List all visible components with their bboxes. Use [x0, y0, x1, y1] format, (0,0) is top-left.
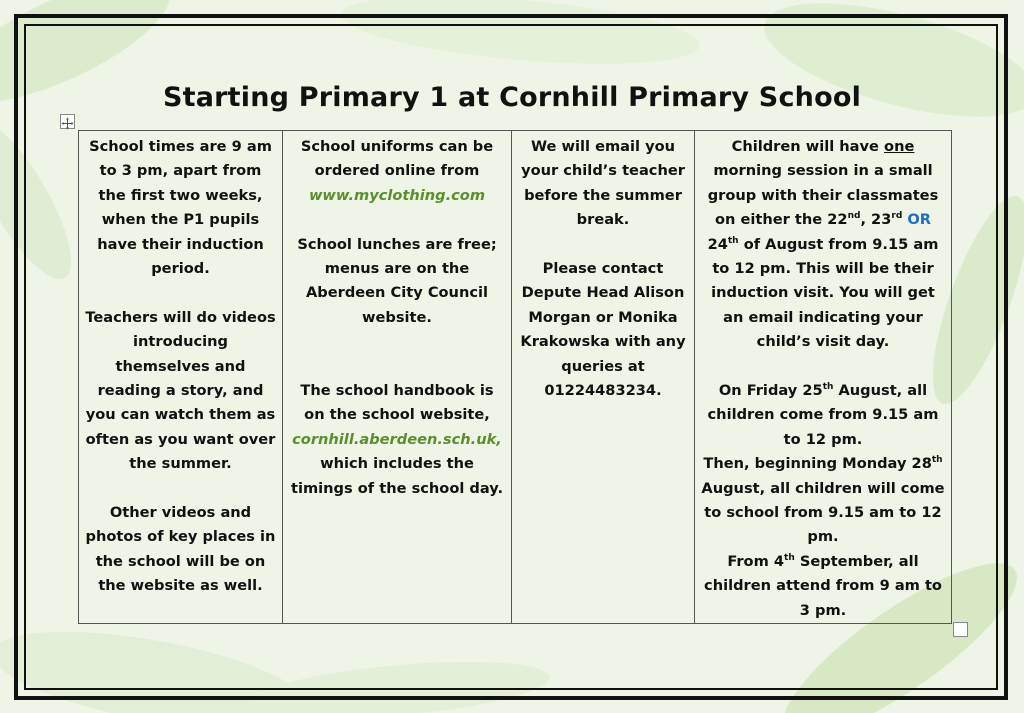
- lunches-text: School lunches are free; menus are on the Aberdeen City Council website.: [297, 235, 497, 326]
- induction-session-text: Children will have one morning session in a small group with their classmates on either the 22nd, 23rd OR 24th of August from 9.15 am to 12 pm. This will be their induction visit. You will get an email indicating your child’s visit day.: [707, 138, 939, 351]
- other-videos-text: Other videos and photos of key places in the school will be on the website as well.: [85, 504, 276, 595]
- september-text: From 4th September, all children attend from 9 am to 3 pm.: [704, 552, 942, 619]
- school-times-cell: [79, 131, 283, 624]
- teacher-videos-text: Teachers will do videos introducing themselves and reading a story, and you can watch them as often as you want over the summer.: [85, 308, 276, 473]
- info-table: [78, 130, 952, 624]
- induction-cell: [695, 131, 952, 624]
- handbook-tail-text: which includes the timings of the school day.: [290, 455, 503, 497]
- contact-cell: [512, 131, 695, 624]
- email-teacher-text: We will email you your child’s teacher before the summer break.: [521, 138, 685, 229]
- monday-text: Then, beginning Monday 28th August, all children will come to school from 9.15 am to 12 pm.: [701, 455, 945, 546]
- contact-text: Please contact Depute Head Alison Morgan or Monika Krakowska with any queries at 01224483234.: [520, 260, 686, 400]
- uniforms-text: School uniforms can be ordered online from: [300, 138, 494, 180]
- page-title: Starting Primary 1 at Cornhill Primary School: [162, 82, 862, 113]
- resize-handle-icon[interactable]: [953, 622, 968, 637]
- uniforms-cell: [283, 131, 512, 624]
- friday-text: On Friday 25th August, all children come from 9.15 am to 12 pm.: [707, 382, 939, 448]
- one-underlined: one: [884, 138, 915, 155]
- school-website-link[interactable]: cornhill.aberdeen.sch.uk,: [292, 430, 502, 448]
- move-arrows-icon[interactable]: [60, 114, 75, 129]
- myclothing-link[interactable]: www.myclothing.com: [308, 186, 486, 204]
- handbook-text: The school handbook is on the school website,: [300, 382, 494, 424]
- or-highlight: OR: [907, 211, 932, 229]
- school-times-text: School times are 9 am to 3 pm, apart from the first two weeks, when the P1 pupils have their induction period.: [89, 138, 272, 278]
